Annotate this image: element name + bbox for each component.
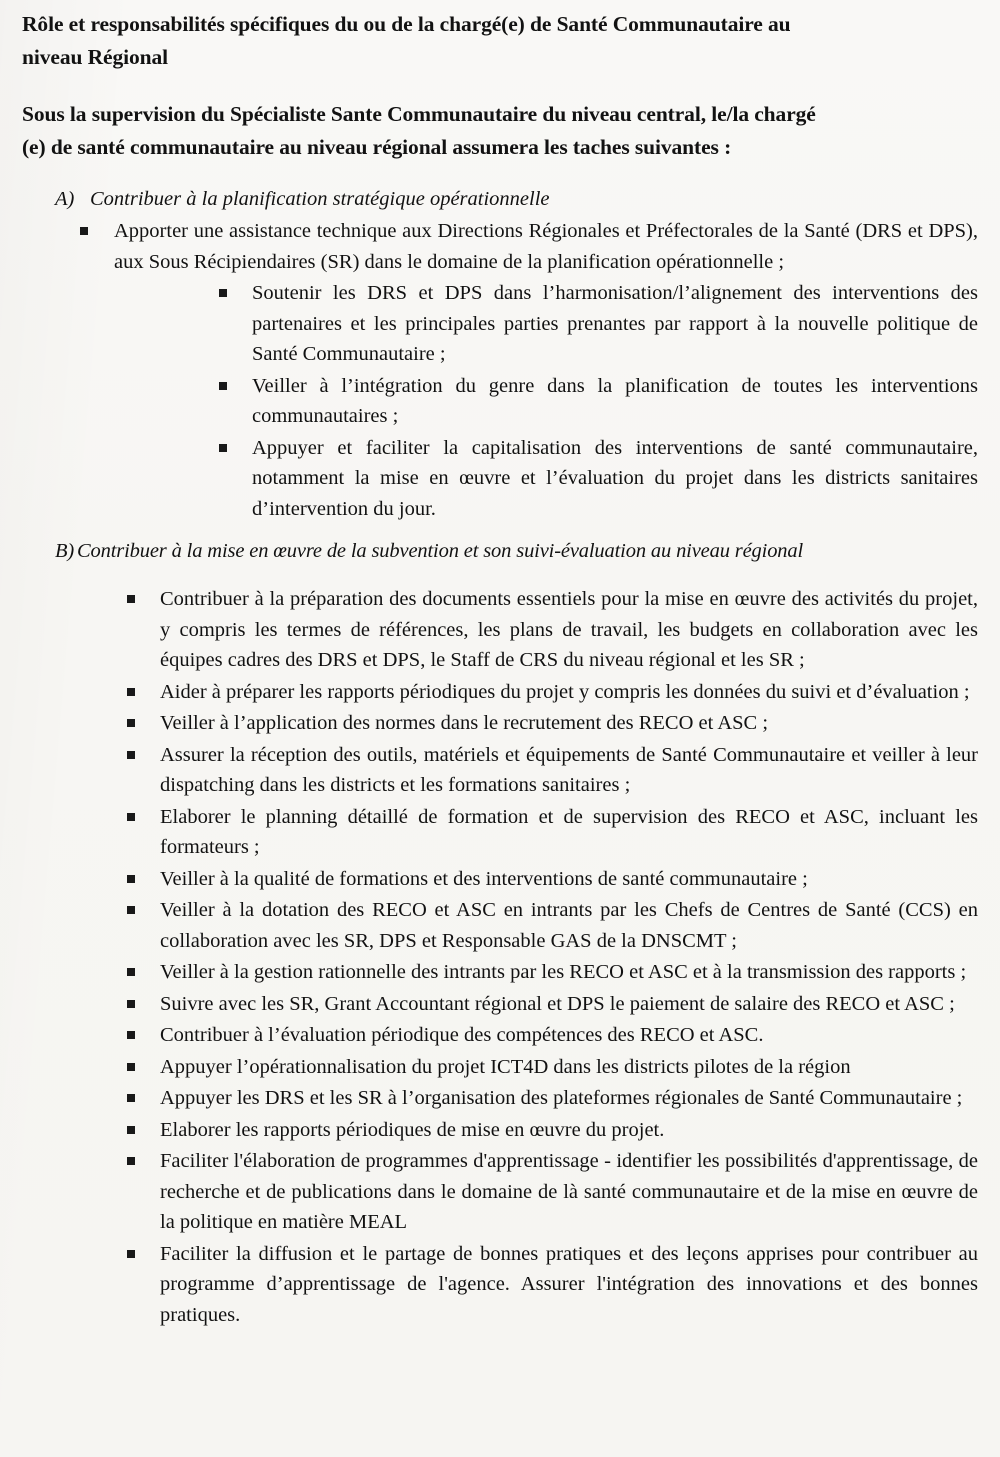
list-item bbox=[22, 740, 978, 801]
page-subtitle bbox=[22, 98, 978, 164]
square-bullet-icon bbox=[127, 1126, 135, 1134]
list-item-text: Elaborer le planning détaillé de formation et de supervision des RECO et ASC, incluant les formateurs ; bbox=[160, 805, 978, 858]
page-title-line-2: niveau Régional bbox=[22, 45, 169, 69]
list-item-text: Elaborer les rapports périodiques de mise en œuvre du projet. bbox=[160, 1118, 665, 1141]
square-bullet-icon bbox=[219, 382, 227, 390]
section-title-a: Contribuer à la planification stratégique opérationnelle bbox=[90, 188, 550, 210]
square-bullet-icon bbox=[127, 1250, 135, 1258]
list-item bbox=[22, 864, 978, 895]
list-item bbox=[22, 895, 978, 956]
section-title-b: Contribuer à la mise en œuvre de la subvention et son suivi-évaluation au niveau régional bbox=[77, 540, 804, 562]
square-bullet-icon bbox=[127, 813, 135, 821]
section-b-list bbox=[22, 584, 978, 1330]
square-bullet-icon bbox=[127, 1157, 135, 1165]
list-item-text: Apporter une assistance technique aux Directions Régionales et Préfectorales de la Santé (DRS et DPS), aux Sous Récipiendaires (SR) dans le domaine de la planification opérationnelle ; bbox=[114, 220, 978, 273]
list-item bbox=[22, 1020, 978, 1051]
list-item bbox=[22, 677, 978, 708]
square-bullet-icon bbox=[127, 751, 135, 759]
list-item bbox=[22, 802, 978, 863]
list-item-text: Veiller à la qualité de formations et des interventions de santé communautaire ; bbox=[160, 867, 808, 890]
list-item-text: Contribuer à la préparation des documents essentiels pour la mise en œuvre des activités du projet, y compris les termes de références, les plans de travail, les budgets en collaboration avec les équipes cadres des DRS et DPS, le Staff de CRS du niveau régional et les SR ; bbox=[160, 588, 978, 671]
list-item bbox=[22, 1115, 978, 1146]
page-subtitle-line-2: (e) de santé communautaire au niveau régional assumera les taches suivantes : bbox=[22, 135, 732, 159]
document-body bbox=[22, 8, 978, 1331]
section-heading-b bbox=[22, 536, 978, 566]
list-item-text: Veiller à la gestion rationnelle des intrants par les RECO et ASC et à la transmission des rapports ; bbox=[160, 961, 967, 983]
list-item-text: Aider à préparer les rapports périodiques du projet y compris les données du suivi et d’évaluation ; bbox=[160, 680, 970, 703]
square-bullet-icon bbox=[127, 1031, 135, 1039]
list-item-text: Appuyer et faciliter la capitalisation des interventions de santé communautaire, notamment la mise en œuvre et l’évaluation du projet dans les districts sanitaires d’intervention du jour. bbox=[252, 436, 978, 520]
section-label-a: A) bbox=[55, 188, 75, 210]
square-bullet-icon bbox=[127, 968, 135, 976]
list-item bbox=[22, 957, 978, 988]
list-item-text: Appuyer les DRS et les SR à l’organisation des plateformes régionales de Santé Communautaire ; bbox=[160, 1087, 963, 1109]
square-bullet-icon bbox=[127, 1063, 135, 1071]
section-label-b: B) bbox=[55, 540, 75, 562]
list-item-text: Contribuer à l’évaluation périodique des compétences des RECO et ASC. bbox=[160, 1024, 764, 1046]
list-item-text: Assurer la réception des outils, matériels et équipements de Santé Communautaire et veiller à leur dispatching dans les districts et les formations sanitaires ; bbox=[160, 743, 978, 796]
page-title bbox=[22, 8, 978, 74]
list-item-text: Soutenir les DRS et DPS dans l’harmonisation/l’alignement des interventions des partenaires et les principales parties prenantes par rapport à la nouvelle politique de Santé Communautaire ; bbox=[252, 282, 978, 365]
square-bullet-icon bbox=[80, 227, 88, 235]
list-item-text: Appuyer l’opérationnalisation du projet ICT4D dans les districts pilotes de la région bbox=[160, 1055, 851, 1078]
square-bullet-icon bbox=[127, 688, 135, 696]
section-a-list bbox=[22, 216, 978, 524]
list-item bbox=[22, 1052, 978, 1083]
square-bullet-icon bbox=[127, 595, 135, 603]
list-item bbox=[22, 708, 978, 739]
square-bullet-icon bbox=[127, 1000, 135, 1008]
list-item bbox=[22, 989, 978, 1020]
square-bullet-icon bbox=[219, 289, 227, 297]
list-item bbox=[114, 433, 978, 525]
list-item-text: Veiller à la dotation des RECO et ASC en intrants par les Chefs de Centres de Santé (CCS) en collaboration avec les SR, DPS et Responsable GAS de la DNSCMT ; bbox=[160, 899, 978, 952]
list-item bbox=[22, 1146, 978, 1238]
list-item bbox=[22, 584, 978, 676]
list-item bbox=[22, 1083, 978, 1114]
list-item-text: Faciliter la diffusion et le partage de bonnes pratiques et des leçons apprises pour contribuer au programme d’apprentissage de l'agence. Assurer l'intégration des innovations et des bonnes pratiques. bbox=[160, 1242, 978, 1326]
list-item bbox=[114, 371, 978, 432]
list-item bbox=[22, 216, 978, 524]
square-bullet-icon bbox=[127, 875, 135, 883]
list-item-text: Veiller à l’intégration du genre dans la planification de toutes les interventions communautaires ; bbox=[252, 374, 978, 427]
list-item bbox=[22, 1239, 978, 1331]
page-subtitle-line-1: Sous la supervision du Spécialiste Sante Communautaire du niveau central, le/la chargé bbox=[22, 102, 816, 126]
square-bullet-icon bbox=[127, 906, 135, 914]
section-a-sublist bbox=[114, 278, 978, 524]
list-item-text: Veiller à l’application des normes dans le recrutement des RECO et ASC ; bbox=[160, 712, 769, 734]
list-item-text: Suivre avec les SR, Grant Accountant régional et DPS le paiement de salaire des RECO et ASC ; bbox=[160, 992, 955, 1015]
square-bullet-icon bbox=[127, 719, 135, 727]
page-title-line-1: Rôle et responsabilités spécifiques du ou de la chargé(e) de Santé Communautaire au bbox=[22, 12, 791, 36]
square-bullet-icon bbox=[219, 444, 227, 452]
list-item-text: Faciliter l'élaboration de programmes d'apprentissage - identifier les possibilités d'apprentissage, de recherche et de publications dans le domaine de là santé communautaire et de la mise en œuvre de la politique en matière MEAL bbox=[160, 1150, 978, 1233]
square-bullet-icon bbox=[127, 1094, 135, 1102]
section-heading-a bbox=[22, 184, 978, 214]
list-item bbox=[114, 278, 978, 370]
